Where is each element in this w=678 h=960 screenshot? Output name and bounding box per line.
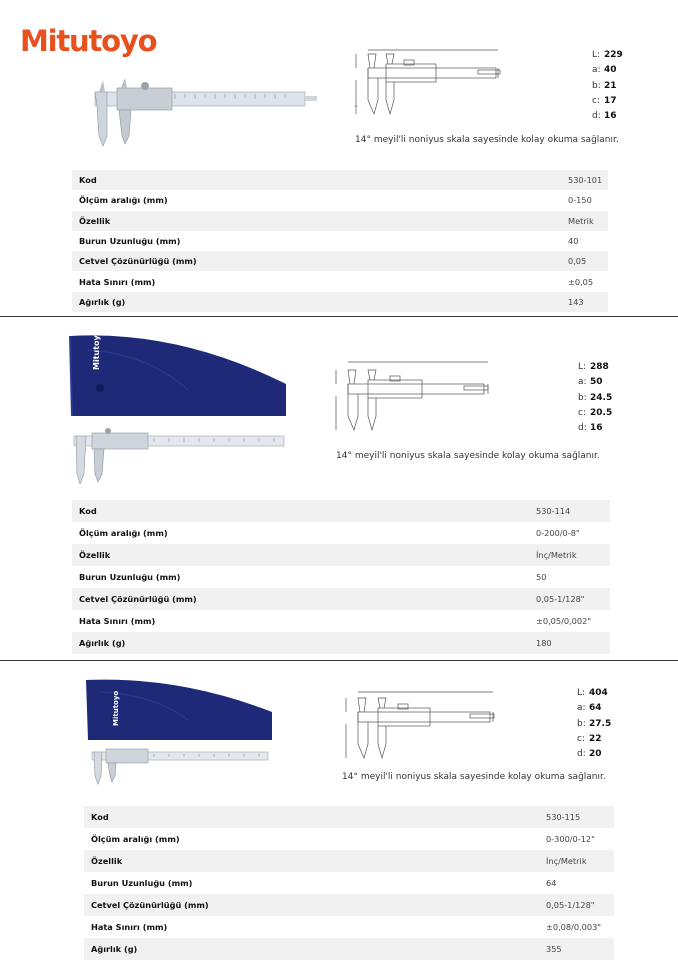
dim-c: c: 17 [592, 95, 617, 106]
dimension-diagram [348, 44, 508, 124]
pouch-image [68, 330, 288, 420]
dim-d: d: 16 [578, 423, 603, 434]
dimension-list [577, 686, 611, 762]
spec-table [84, 806, 614, 960]
dimension-list [578, 360, 612, 436]
spec-row: Ölçüm aralığı (mm) 0-150 [79, 195, 592, 206]
dim-b: b: 27.5 [577, 718, 612, 729]
spec-row: Kod 530-114 [72, 500, 610, 522]
feature-caption: 14° meyil'li noniyus skala sayesinde kolay okuma sağlanır. [336, 451, 600, 461]
caliper-photo [85, 76, 325, 156]
dim-a: a: 50 [578, 377, 603, 388]
spec-row: Burun Uzunluğu (mm) 50 [79, 572, 547, 582]
spec-table [72, 170, 608, 312]
dim-a: a: 64 [577, 703, 602, 714]
spec-row: Özellik İnç/Metrik [84, 850, 614, 872]
spec-row: Kod 530-115 [84, 806, 614, 828]
spec-row: Özellik İnç/Metrik [72, 544, 610, 566]
spec-row: Cetvel Çözünürlüğü (mm) 0,05-1/128" [84, 894, 614, 916]
dim-d: d: 20 [577, 749, 602, 760]
spec-row: Cetvel Çözünürlüğü (mm) 0,05-1/128" [72, 588, 610, 610]
spec-row: Burun Uzunluğu (mm) 40 [79, 236, 579, 247]
spec-row: Burun Uzunluğu (mm) 64 [91, 878, 557, 888]
dimension-diagram [338, 686, 503, 766]
spec-row: Ağırlık (g) 355 [84, 938, 614, 960]
dim-c: c: 22 [577, 733, 602, 744]
spec-row: Hata Sınırı (mm) ±0,05/0,002" [79, 616, 592, 626]
pouch-brand-text: Mitutoyo [92, 329, 101, 370]
dimension-diagram [328, 356, 498, 436]
feature-caption: 14° meyil'li noniyus skala sayesinde kolay okuma sağlanır. [355, 135, 619, 145]
dim-a: a: 40 [592, 65, 617, 76]
caliper-photo [64, 424, 292, 490]
spec-row: Ağırlık (g) 143 [72, 292, 608, 312]
dim-L: L: 229 [592, 50, 623, 60]
spec-row: Cetvel Çözünürlüğü (mm) 0,05 [72, 251, 608, 271]
spec-row: Kod 530-101 [72, 170, 608, 190]
spec-row: Ölçüm aralığı (mm) 0-200/0-8" [79, 528, 580, 538]
spec-table [72, 500, 610, 654]
spec-row: Özellik Metrik [72, 211, 608, 231]
dim-b: b: 21 [592, 80, 617, 91]
dimension-list [592, 48, 623, 124]
dim-c: c: 20.5 [578, 407, 613, 418]
section-divider [0, 316, 678, 317]
spec-row: Hata Sınırı (mm) ±0,05 [79, 276, 594, 287]
dim-b: b: 24.5 [578, 392, 613, 403]
spec-row: Hata Sınırı (mm) ±0,08/0,003" [91, 922, 602, 932]
spec-row: Ağırlık (g) 180 [72, 632, 610, 654]
caliper-photo [84, 744, 274, 788]
dim-L: L: 288 [578, 362, 609, 372]
brand-logo: Mitutoyo [20, 24, 157, 58]
dim-d: d: 16 [592, 111, 617, 122]
feature-caption: 14° meyil'li noniyus skala sayesinde kolay okuma sağlanır. [342, 772, 606, 782]
section-divider [0, 660, 678, 661]
dim-L: L: 404 [577, 688, 608, 698]
spec-row: Ölçüm aralığı (mm) 0-300/0-12" [91, 834, 595, 844]
pouch-brand-text: Mitutoyo [112, 690, 120, 726]
